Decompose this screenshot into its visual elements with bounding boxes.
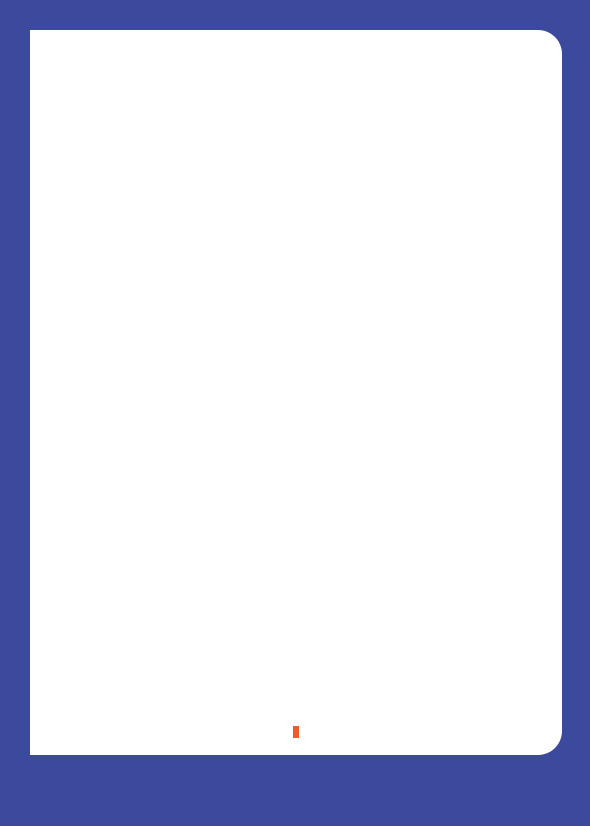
website-link[interactable] [293,726,299,738]
ticket-sale-line [30,727,562,737]
program-card [30,30,562,755]
